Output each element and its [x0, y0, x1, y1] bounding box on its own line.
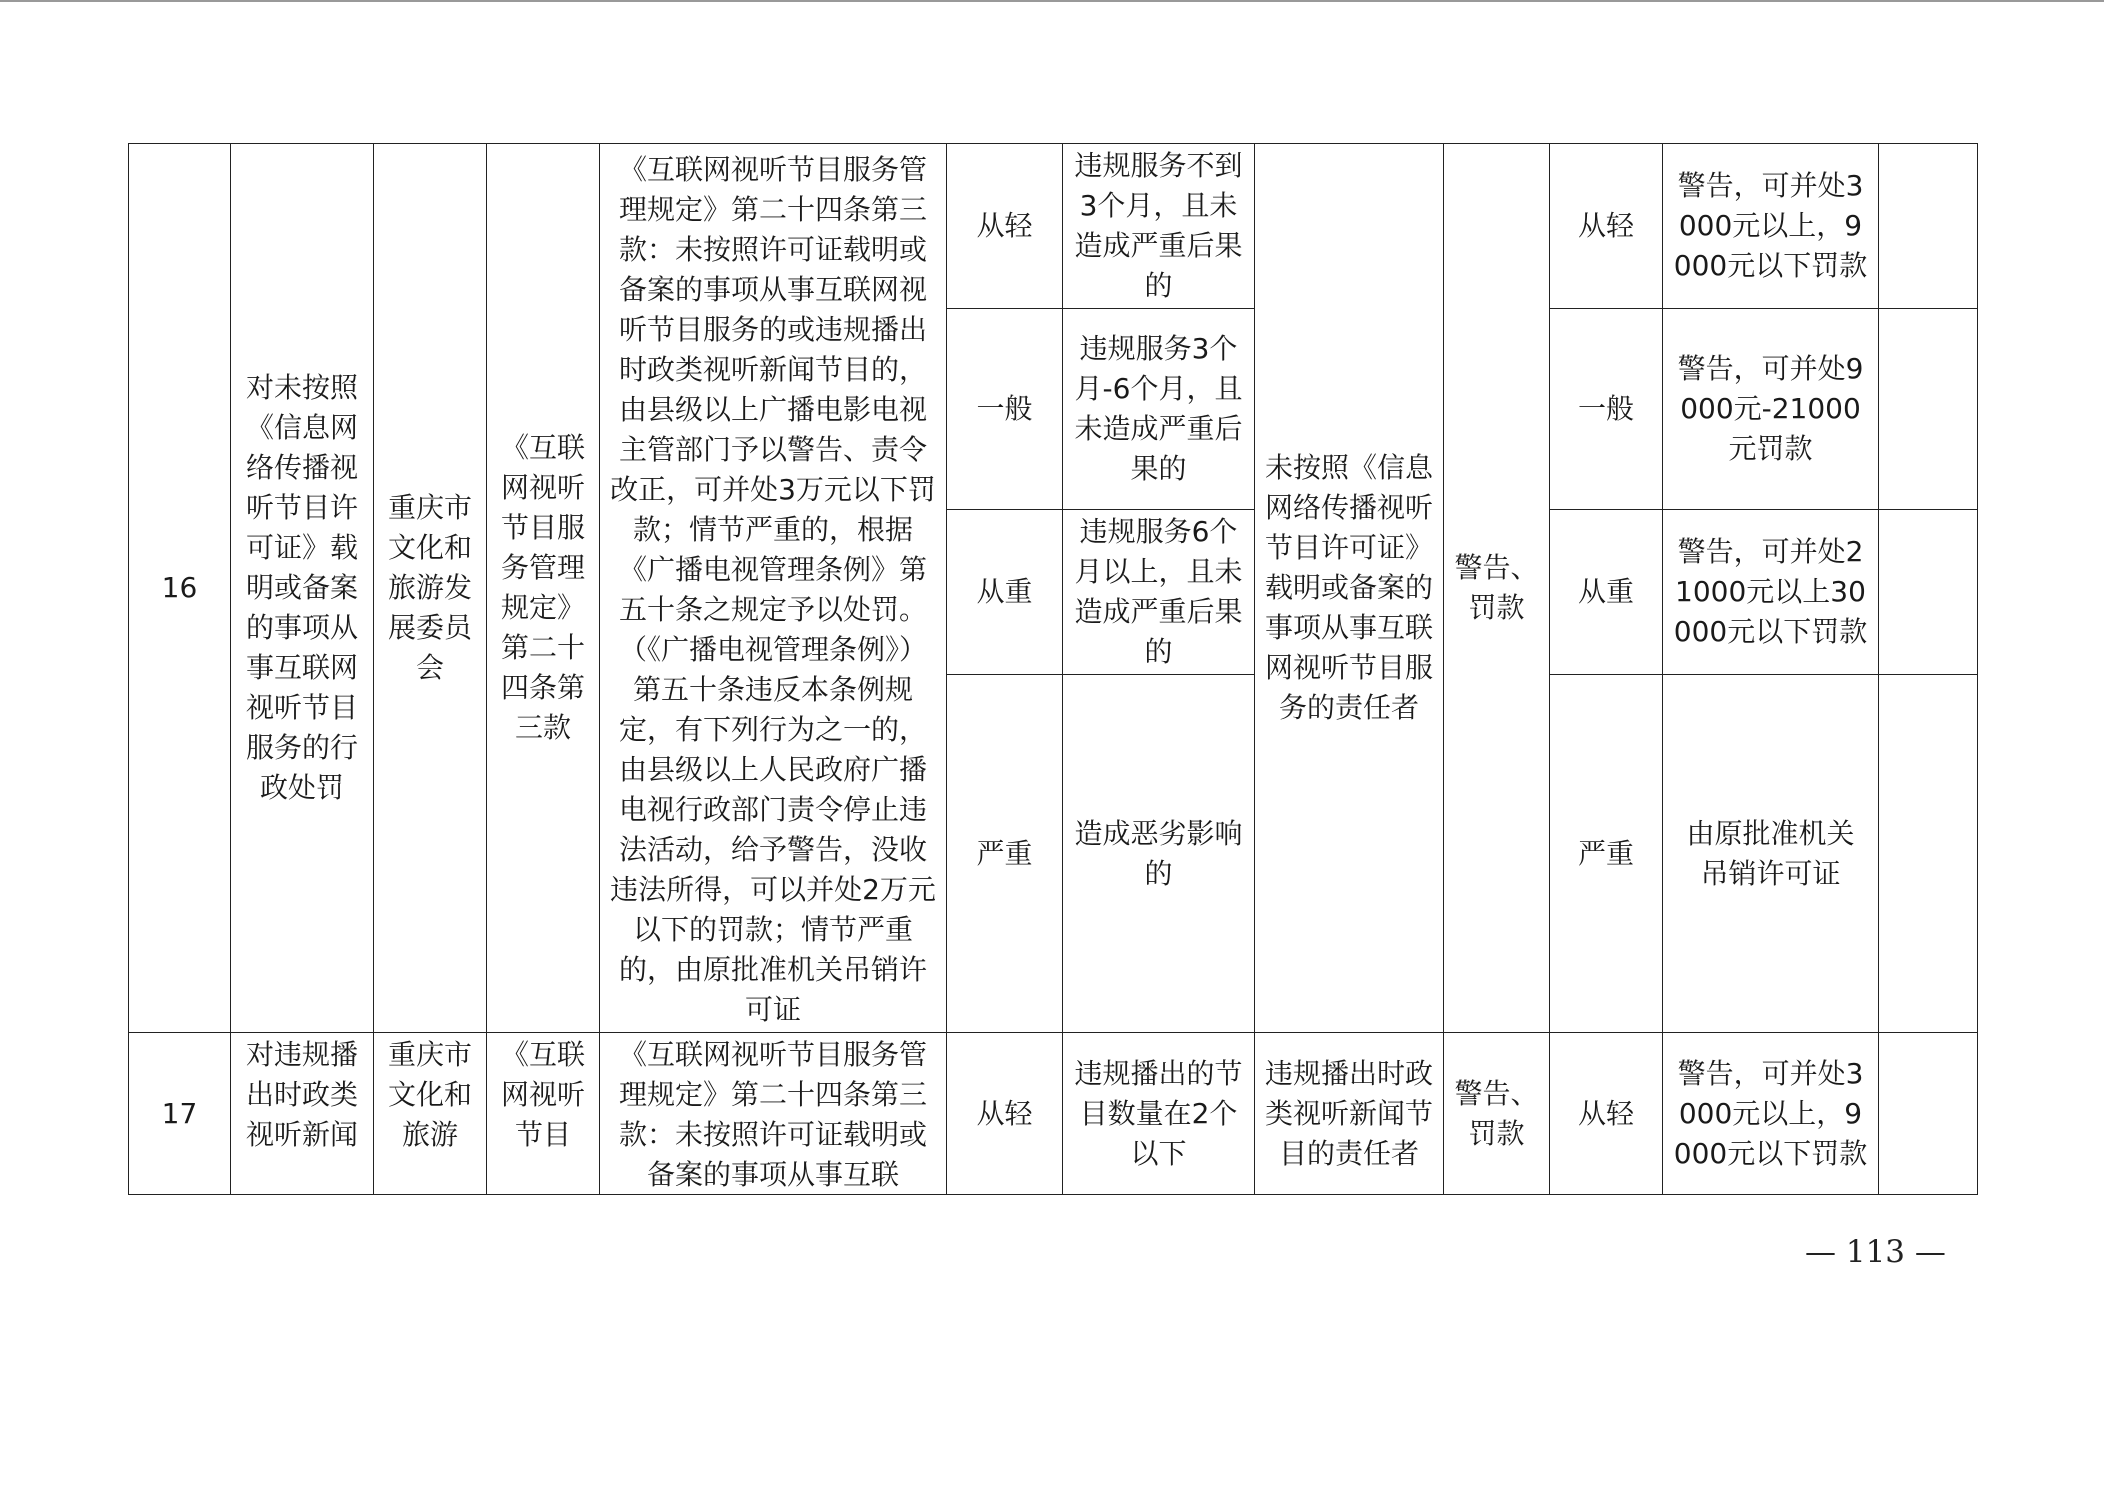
table-row — [129, 1033, 1978, 1195]
note-cell — [1879, 675, 1978, 1033]
discretion-level: 一般 — [1550, 309, 1663, 510]
circumstance: 违规服务6个月以上，且未造成严重后果的 — [1063, 510, 1255, 675]
penalty-standard: 警告，可并处3000元以上，9000元以下罚款 — [1663, 1033, 1879, 1195]
discretion-level: 从轻 — [1550, 1033, 1663, 1195]
penalty-standard: 警告，可并处3000元以上，9000元以下罚款 — [1663, 144, 1879, 309]
legal-basis-text: 《互联网视听节目服务管理规定》第二十四条第三款：未按照许可证载明或备案的事项从事互联网视听节目服务的或违规播出时政类视听新闻节目的，由县级以上广播电影电视主管部门予以警告、责令改正，可并处3万元以下罚款；情节严重的，根据《广播电视管理条例》第五十条之规定予以处罚。（《广播电视管理条例》）第五十条违反本条例规定，有下列行为之一的，由县级以上人民政府广播电视行政部门责令停止违法活动，给予警告，没收违法所得，可以并处2万元以下的罚款；情节严重的，由原批准机关吊销许可证 — [610, 153, 936, 1026]
discretion-level: 从轻 — [947, 144, 1063, 309]
note-cell — [1879, 510, 1978, 675]
circumstance: 违规播出的节目数量在2个以下 — [1063, 1033, 1255, 1195]
penalty-standard: 警告，可并处21000元以上30000元以下罚款 — [1663, 510, 1879, 675]
note-cell — [1879, 144, 1978, 309]
regulation: 《互联网视听节目服务管理规定》第二十四条第三款 — [487, 144, 600, 1033]
penalty-subject: 违规播出时政类视听新闻节目的责任者 — [1255, 1033, 1444, 1195]
discretion-level: 严重 — [1550, 675, 1663, 1033]
discretion-level: 从重 — [1550, 510, 1663, 675]
table-row — [129, 144, 1978, 309]
penalty-type: 警告、罚款 — [1444, 144, 1550, 1033]
item-name-text: 对违规播出时政类视听新闻 — [245, 1038, 358, 1151]
note-cell — [1879, 1033, 1978, 1195]
legal-basis-text: 《互联网视听节目服务管理规定》第二十四条第三款：未按照许可证载明或备案的事项从事互联 — [618, 1038, 927, 1191]
discretion-level: 从重 — [947, 510, 1063, 675]
penalty-standard: 警告，可并处9000元-21000元罚款 — [1663, 309, 1879, 510]
row-number: 16 — [129, 144, 231, 1033]
legal-basis — [600, 1033, 947, 1195]
legal-basis — [600, 144, 947, 1033]
discretion-level: 严重 — [947, 675, 1063, 1033]
note-cell — [1879, 309, 1978, 510]
penalty-type: 警告、罚款 — [1444, 1033, 1550, 1195]
penalty-standard: 由原批准机关吊销许可证 — [1663, 675, 1879, 1033]
discretion-level: 一般 — [947, 309, 1063, 510]
page-number: — 113 — — [1805, 1234, 1946, 1270]
department-text: 重庆市文化和旅游 — [387, 1038, 472, 1151]
row-number: 17 — [129, 1033, 231, 1195]
department — [374, 1033, 487, 1195]
top-border-line — [0, 0, 2104, 2]
item-name: 对未按照《信息网络传播视听节目许可证》载明或备案的事项从事互联网视听节目服务的行政处罚 — [231, 144, 374, 1033]
discretion-level: 从轻 — [947, 1033, 1063, 1195]
regulation-text: 《互联网视听节目 — [500, 1038, 585, 1151]
circumstance: 违规服务不到3个月，且未造成严重后果的 — [1063, 144, 1255, 309]
item-name — [231, 1033, 374, 1195]
circumstance: 违规服务3个月-6个月，且未造成严重后果的 — [1063, 309, 1255, 510]
circumstance: 造成恶劣影响的 — [1063, 675, 1255, 1033]
penalty-subject: 未按照《信息网络传播视听节目许可证》载明或备案的事项从事互联网视听节目服务的责任者 — [1255, 144, 1444, 1033]
penalty-standards-table — [128, 143, 1978, 1195]
department: 重庆市文化和旅游发展委员会 — [374, 144, 487, 1033]
regulation — [487, 1033, 600, 1195]
discretion-level: 从轻 — [1550, 144, 1663, 309]
